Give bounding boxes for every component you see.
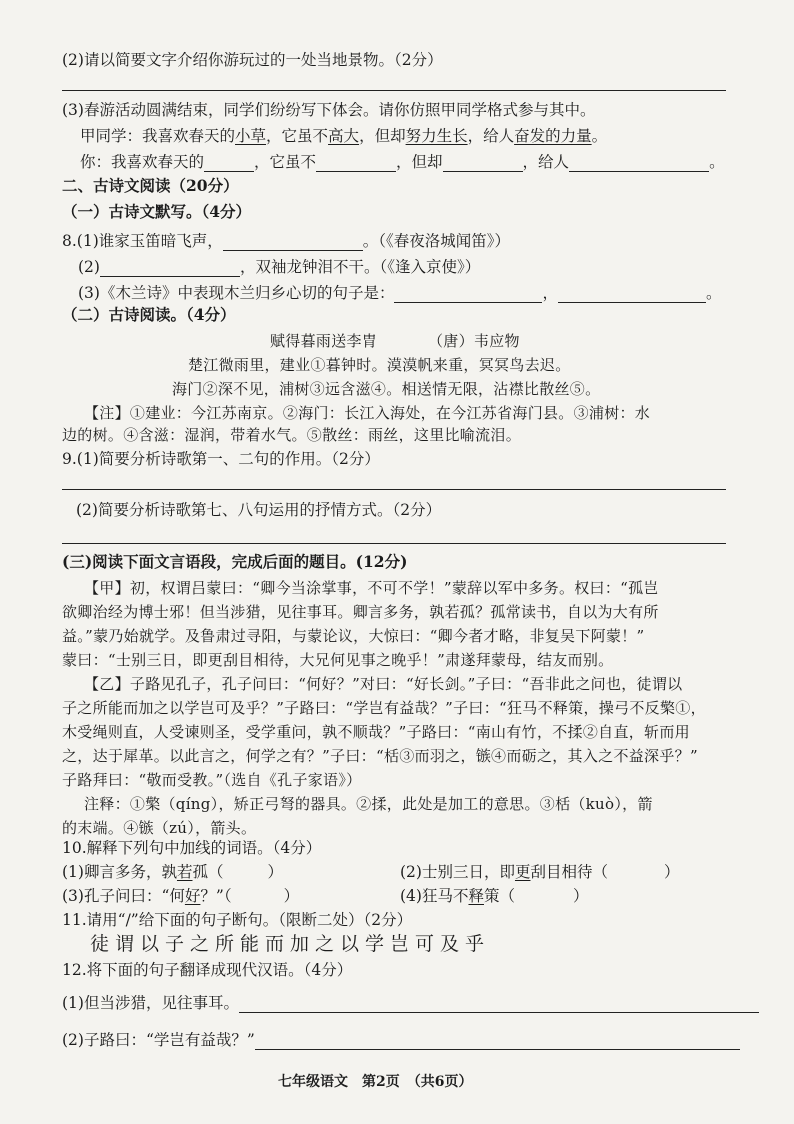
q8-3-blank1[interactable] [394,286,542,303]
jia-word2: 高大 [328,127,360,145]
q10-3-text: (3)孔子问曰：“何 [62,887,185,905]
q10-1-close: ） [267,863,284,881]
q8-3-blank2[interactable] [558,286,706,303]
q10-2-open: 刮目相待（ [530,863,608,881]
q10-1-open: 孤（ [192,863,224,881]
ni-blank2[interactable] [316,155,396,172]
q8-1-text: 8.(1)谁家玉笛暗飞声， [62,232,223,250]
q8-1 [62,231,510,251]
q10-1-word: 若 [176,863,193,881]
poem-note2: 边的树。④含滋：湿润，带着水气。⑤散丝：雨丝，这里比喻流泪。 [62,426,522,444]
q12-1-blank[interactable] [239,996,759,1013]
q10-1-text: (1)卿言多务，孰 [62,863,177,881]
q8-2-blank[interactable] [100,260,240,277]
q10: 10.解释下列句中加线的词语。（4分） [62,839,322,857]
ni-text2: ，它虽不 [254,153,317,171]
q8-3-text: (3)《木兰诗》中表现木兰归乡心切的句子是： [78,284,395,302]
sub3-title: (三)阅读下面文言语段，完成后面的题目。(12分) [62,552,408,571]
q9-2: (2)简要分析诗歌第七、八句运用的抒情方式。（2分） [76,501,442,519]
sub1-title: （一）古诗文默写。（4分） [62,202,252,221]
q12-1-text: (1)但当涉猎，见往事耳。 [62,994,239,1012]
q10-4-word: 释 [468,887,484,905]
yi-line4: 之，达于犀革。以此言之，何学之有？”子曰：“栝③而羽之，镞④而砺之，其入之不益深乎？” [62,747,698,765]
q10-3 [62,886,299,906]
jia-end: 。 [591,127,608,145]
jia-line2: 欲卿治经为博士邪！但当涉猎，见往事耳。卿言多务，孰若孤？孤常读书，自以为大有所 [62,603,659,621]
q12-2-text: (2)子路曰：“学岂有益哉？” [62,1031,255,1049]
answer-line [62,90,726,91]
jia-line1: 【甲】初，权谓吕蒙曰：“卿今当涂掌事，不可不学！”蒙辞以军中多务。权曰：“孤岂 [84,579,659,597]
q10-2-text: (2)士别三日，即 [400,863,515,881]
ni-blank3[interactable] [443,155,523,172]
ni-blank1[interactable] [204,155,254,172]
q8-3-end: 。 [705,284,722,302]
q12-2 [62,1030,740,1050]
q10-1 [62,862,283,882]
q7-part3: (3)春游活动圆满结束，同学们纷纷写下体会。请你仿照甲同学格式参与其中。 [62,101,596,119]
ni-label: 你：我喜欢春天的 [80,153,205,171]
q7-example-jia [80,126,607,146]
jia-text3: ，但却 [359,127,406,145]
q10-2-word: 更 [514,863,531,881]
yi-line3: 木受绳则直，人受谏则圣，受学重问，孰不顺哉？”子路曰：“南山有竹，不揉②自直，斩而用 [62,723,690,741]
page-footer: 七年级语文 第2页 （共6页） [278,1074,473,1090]
poem-line1: 楚江微雨里，建业①暮钟时。漠漠帆来重，冥冥鸟去迟。 [188,356,571,374]
yi-line1: 【乙】子路见孔子，孔子问曰：“何好？”对曰：“好长剑。”子曰：“吾非此之问也，徒谓以 [84,675,683,693]
poem-dynasty: （唐）韦应物 [428,332,520,350]
jia-text2: ，它虽不 [266,127,329,145]
q11: 11.请用“/”给下面的句子断句。（限断二处）（2分） [62,911,413,929]
q9-1: 9.(1)简要分析诗歌第一、二句的作用。（2分） [62,450,380,468]
q8-1-blank[interactable] [223,234,363,251]
jia-label: 甲同学：我喜欢春天的 [80,127,236,145]
zhu-line1: 注释：①檠（qíng），矫正弓弩的器具。②揉，此处是加工的意思。③栝（kuò），箭 [84,795,653,813]
q10-3-open: ？”（ [200,887,232,905]
q7-answer-ni [80,152,725,172]
q11-sentence: 徒谓以子之所能而加之以学岂可及乎 [90,933,491,955]
jia-word1: 小草 [235,127,267,145]
q8-3-comma: ， [542,284,558,302]
q8-2-num: (2) [78,258,100,276]
ni-text3: ，但却 [396,153,443,171]
yi-line5: 子路拜曰：“敬而受教。”（选自《孔子家语》） [62,771,362,789]
q10-4-open: 策（ [483,887,515,905]
jia-line4: 蒙曰：“士别三日，即更刮目相待，大兄何见事之晚乎！”肃遂拜蒙母，结友而别。 [62,651,614,669]
q8-1-source: 。（《春夜洛城闻笛》） [362,232,511,250]
answer-line [62,543,726,544]
q12-1 [62,993,759,1013]
ni-end: 。 [709,153,725,171]
yi-line2: 子之所能而加之以学岂可及乎？”子路曰：“学岂有益哉？”子曰：“狂马不释策，操弓不反檠①， [62,699,706,717]
q10-4-close: ） [573,887,589,905]
q10-4-text: (4)狂马不 [400,887,469,905]
jia-word3: 努力生长 [405,127,468,145]
q10-4 [400,886,589,906]
q12-2-blank[interactable] [255,1033,740,1050]
q8-3 [78,283,722,303]
jia-word4: 奋发的力量 [514,127,592,145]
q7-part2: (2)请以简要文字介绍你游玩过的一处当地景物。（2分） [62,51,443,69]
q8-2-text: ，双袖龙钟泪不干。（《逢入京使》） [239,258,481,276]
poem-line2: 海门②深不见，浦树③远含滋④。相送情无限，沾襟比散丝⑤。 [172,380,601,398]
answer-line [62,489,726,490]
ni-blank4[interactable] [569,155,709,172]
poem-note1: 【注】①建业：今江苏南京。②海门：长江入海处，在今江苏省海门县。③浦树：水 [84,404,651,422]
section2-title: 二、古诗文阅读（20分） [62,176,239,195]
q10-2-close: ） [664,863,680,881]
q12: 12.将下面的句子翻译成现代汉语。（4分） [62,961,353,979]
zhu-line2: 的末端。④镞（zú），箭头。 [62,819,257,837]
sub2-title: （二）古诗阅读。（4分） [62,305,236,324]
jia-text4: ，给人 [467,127,515,145]
q10-3-word: 好 [184,887,201,905]
q10-2 [400,862,680,882]
jia-line3: 益。”蒙乃始就学。及鲁肃过寻阳，与蒙论议，大惊曰：“卿今者才略，非复吴下阿蒙！” [62,627,645,645]
q10-3-close: ） [283,887,300,905]
poem-title: 赋得暮雨送李胄 [270,332,378,350]
ni-text4: ，给人 [522,153,570,171]
q8-2 [78,257,480,277]
